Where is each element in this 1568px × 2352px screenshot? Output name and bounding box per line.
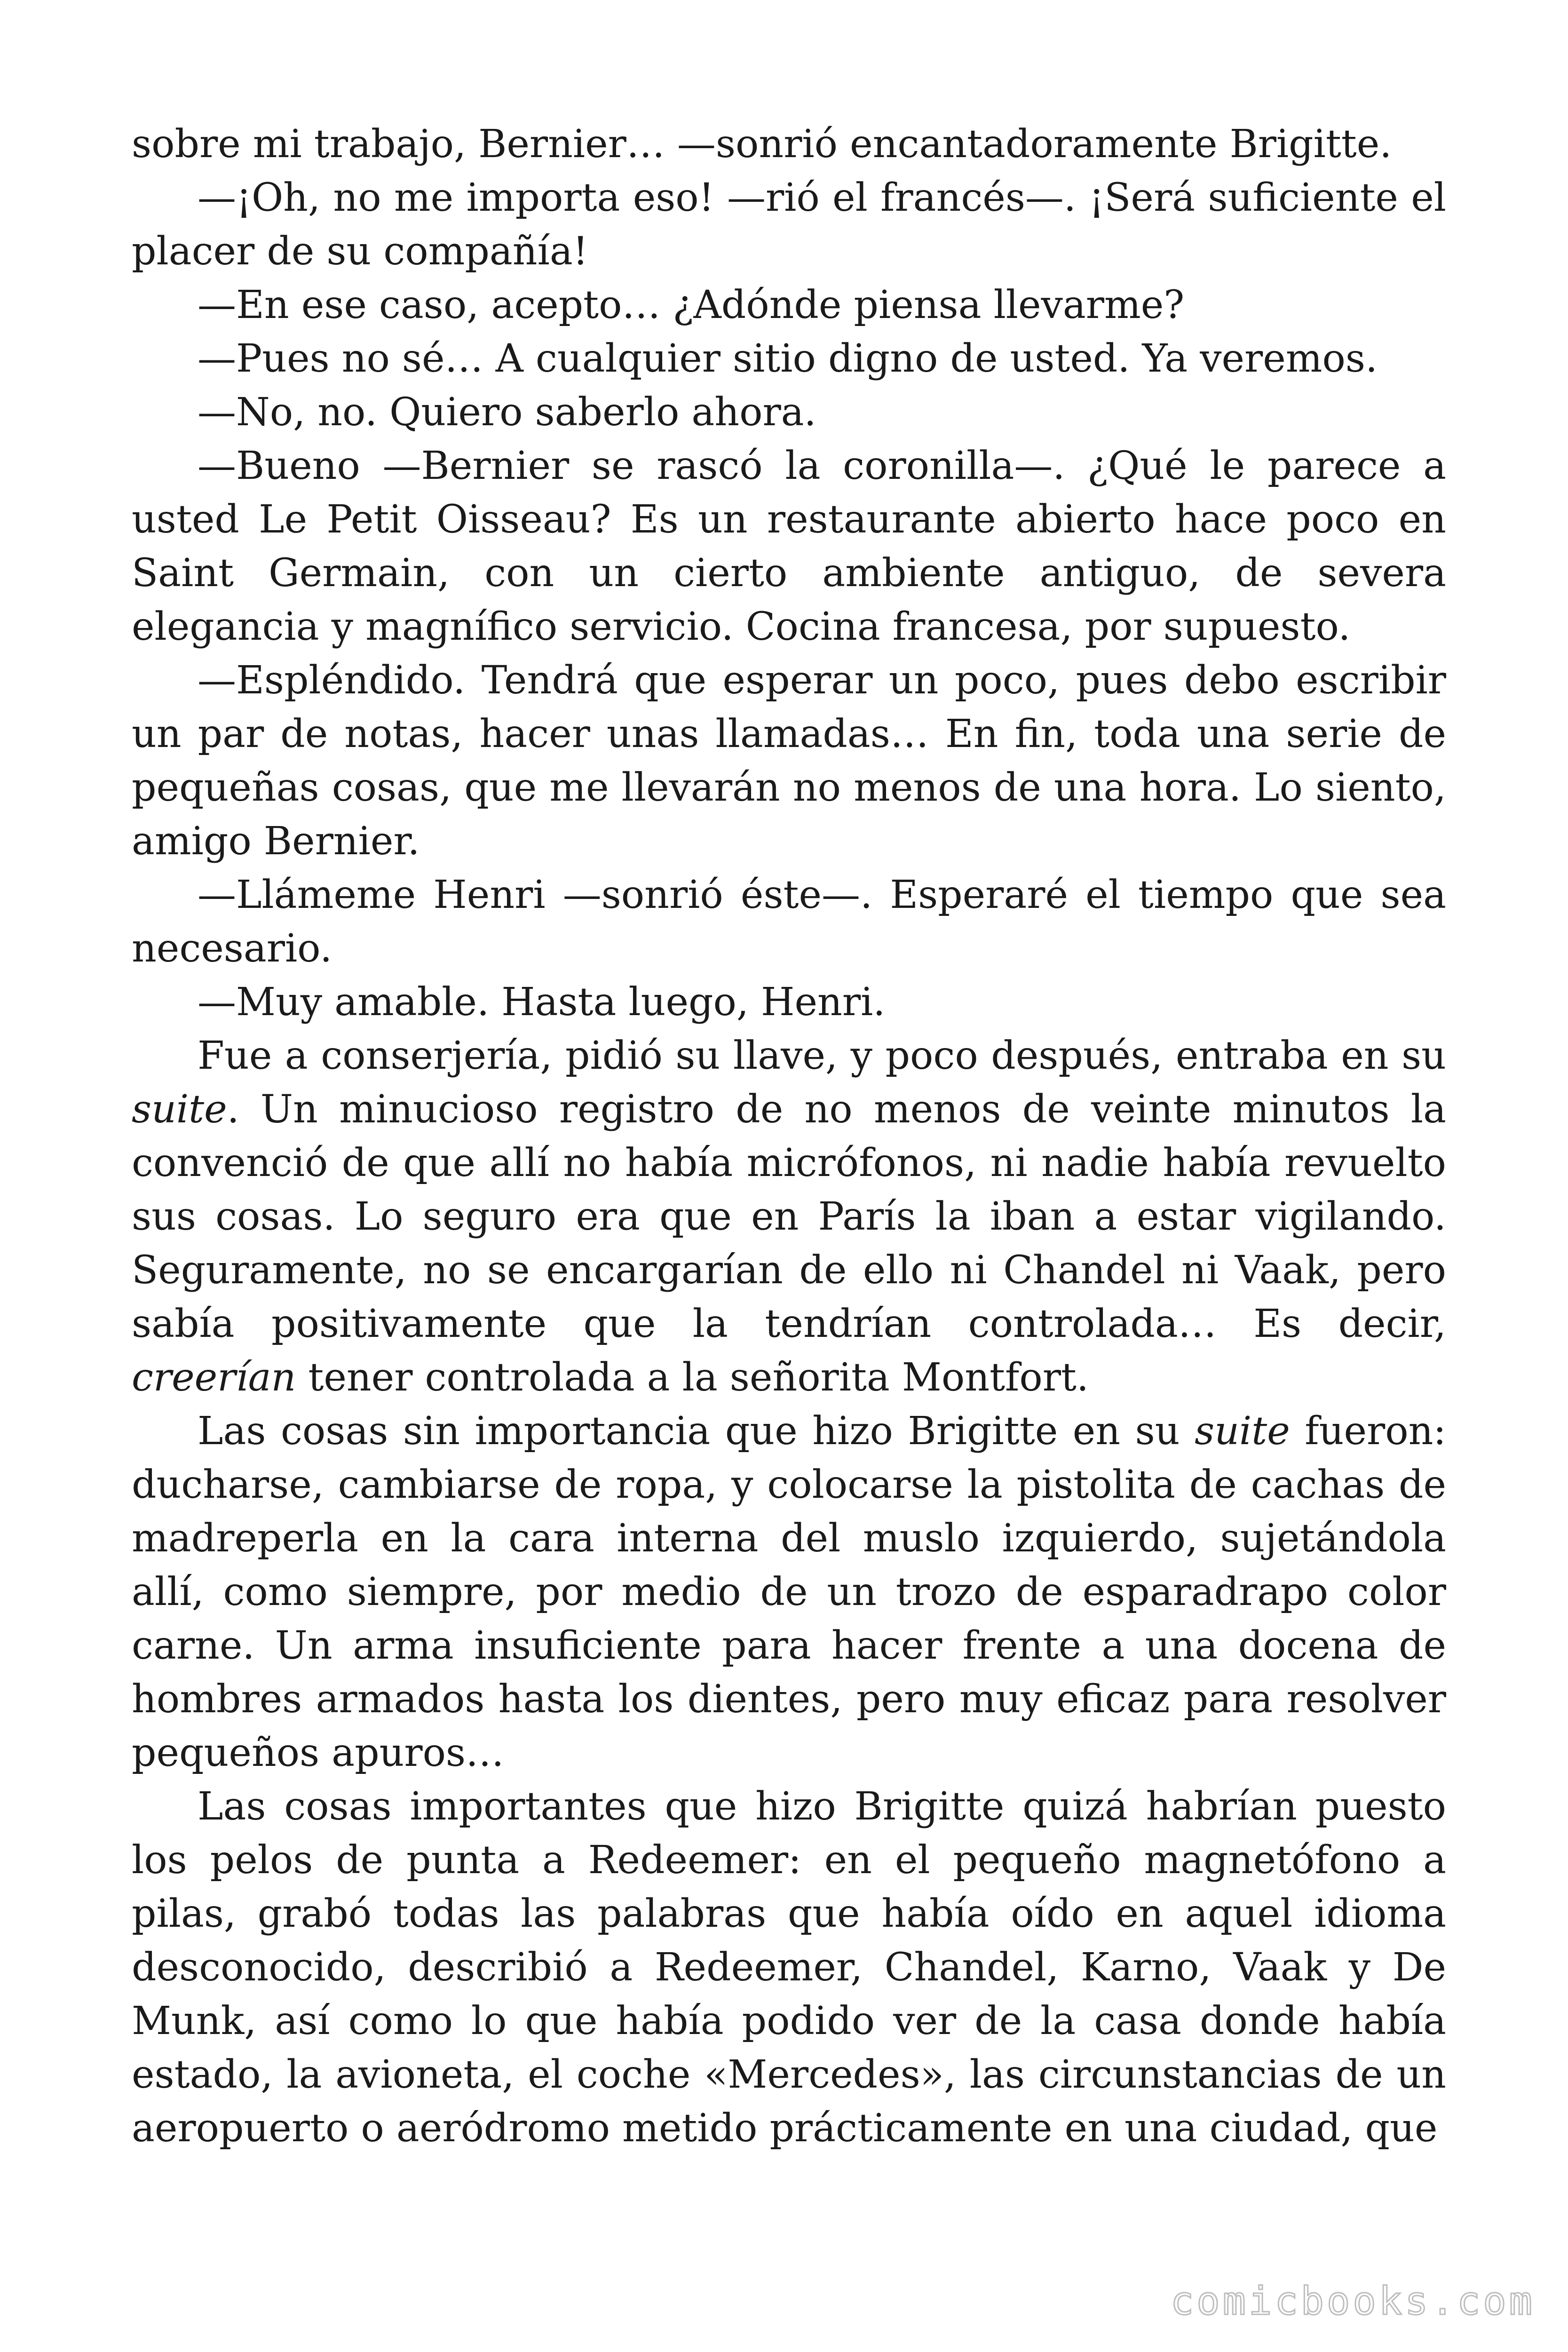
paragraph (132, 332, 1446, 386)
body-text (132, 118, 1446, 2155)
text-run: sobre mi trabajo, Bernier… —sonrió encantadoramente Brigitte. (132, 122, 1392, 167)
text-run: —Pues no sé… A cualquier sitio digno de usted. Ya veremos. (198, 336, 1378, 381)
text-run: Las cosas importantes que hizo Brigitte quizá habrían puesto los pelos de punta a Redeemer: en el pequeño magnetófono a pilas, grabó todas las palabras que había oído en aquel idioma desconocido, describió a Redeemer, Chandel, Karno, Vaak y De Munk, así como lo que había podido ver de la casa donde había estado, la avioneta, el coche «Mercedes», las circunstancias de un aeropuerto o aeródromo metido prácticamente en una ciudad, que (132, 1784, 1446, 2151)
paragraph (132, 868, 1446, 976)
text-run: tener controlada a la señorita Montfort. (296, 1355, 1089, 1400)
paragraph (132, 171, 1446, 278)
paragraph (132, 118, 1446, 171)
text-run: —Llámeme Henri —sonrió éste—. Esperaré el tiempo que sea necesario. (132, 873, 1446, 971)
text-run: —Bueno —Bernier se rascó la coronilla—. ¿Qué le parece a usted Le Petit Oisseau? Es un restaurante abierto hace poco en Saint Germain, con un cierto ambiente antiguo, de severa elegancia y magnífico servicio. Cocina francesa, por supuesto. (132, 444, 1446, 649)
watermark-logo: comicbooks.com (1170, 2279, 1535, 2324)
paragraph (132, 976, 1446, 1029)
text-run: Fue a conserjería, pidió su llave, y poco después, entraba en su (198, 1033, 1446, 1078)
text-run: fueron: ducharse, cambiarse de ropa, y colocarse la pistolita de cachas de madreperla en la cara interna del muslo izquierdo, sujetándola allí, como siempre, por medio de un trozo de esparadrapo color carne. Un arma insuficiente para hacer frente a una docena de hombres armados hasta los dientes, pero muy eficaz para resolver pequeños apuros… (132, 1409, 1447, 1775)
paragraph (132, 1029, 1446, 1405)
italic-text: creerían (132, 1355, 296, 1400)
text-run: —Muy amable. Hasta luego, Henri. (198, 980, 886, 1025)
text-run: . Un minucioso registro de no menos de veinte minutos la convenció de que allí no había micrófonos, ni nadie había revuelto sus cosas. Lo seguro era que en París la iban a estar vigilando. Seguramente, no se encargarían de ello ni Chandel ni Vaak, pero sabía positivamente que la tendrían controlada… Es decir, (132, 1087, 1446, 1346)
paragraph (132, 278, 1446, 332)
book-page (132, 118, 1446, 2225)
text-run: —Espléndido. Tendrá que esperar un poco, pues debo escribir un par de notas, hacer unas llamadas… En fin, toda una serie de pequeñas cosas, que me llevarán no menos de una hora. Lo siento, amigo Bernier. (132, 658, 1446, 864)
text-run: —En ese caso, acepto… ¿Adónde piensa llevarme? (198, 283, 1185, 327)
paragraph (132, 1780, 1446, 2155)
paragraph (132, 439, 1446, 654)
paragraph (132, 654, 1446, 868)
paragraph (132, 386, 1446, 439)
italic-text: suite (132, 1087, 227, 1132)
text-run: Las cosas sin importancia que hizo Brigitte en su (198, 1409, 1195, 1454)
italic-text: suite (1195, 1409, 1290, 1454)
text-run: —¡Oh, no me importa eso! —rió el francés—. ¡Será suficiente el placer de su compañía! (132, 175, 1446, 274)
paragraph (132, 1405, 1446, 1780)
text-run: —No, no. Quiero saberlo ahora. (198, 390, 816, 435)
